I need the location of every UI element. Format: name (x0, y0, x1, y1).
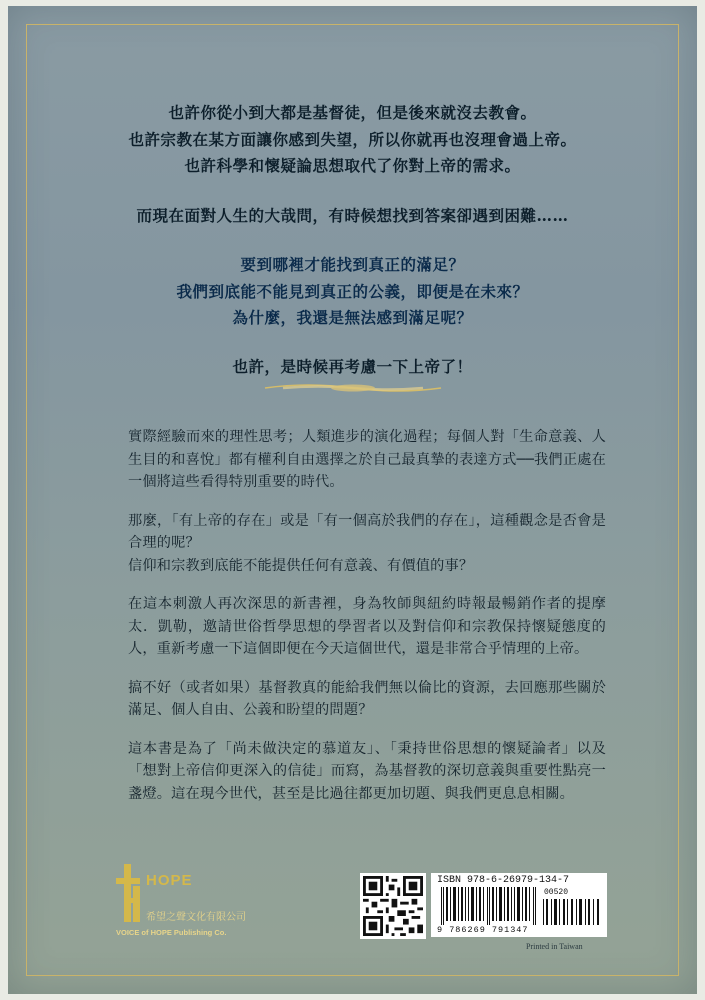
back-cover (8, 6, 697, 994)
intro-line-2: 也許宗教在某方面讓你感到失望，所以你就再也沒理會過上帝。 (128, 129, 577, 149)
barcode-number: 9 786269 791347 (437, 925, 529, 935)
intro-line-3: 也許科學和懷疑論思想取代了你對上帝的需求。 (184, 156, 521, 175)
cross-h-logo-icon (116, 864, 142, 924)
price-code: 00520 (544, 888, 569, 897)
question-3: 為什麼，我還是無法感到滿足呢？ (232, 308, 473, 327)
publisher-logo (116, 864, 286, 944)
publisher-logo-word: HOPE (146, 872, 193, 889)
gold-divider-ornament (263, 378, 443, 398)
isbn-barcode (431, 873, 607, 937)
paragraph-2a: 那麼，「有上帝的存在」或是「有一個高於我們的存在」，這種觀念是否會是合理的呢？ (128, 512, 606, 551)
intro-line-1: 也許你從小到大都是基督徒，但是後來就沒去教會。 (168, 103, 537, 122)
intro-line-4: 而現在面對人生的大哉問，有時候想找到答案卻遇到困難…… (136, 205, 569, 225)
paragraph-5: 這本書是為了「尚未做決定的慕道友」、「秉持世俗思想的懷疑論者」以及「想對上帝信仰更深入的信徒」而寫，為基督教的深切意義與重要性點亮一盞燈。這在現今世代，甚至是比過往都更加切題、與我們更息息相關。 (128, 740, 606, 802)
barcode-bars-addon (543, 899, 601, 925)
paragraph-2b: 信仰和宗教到底能不能提供任何有意義、有價值的事？ (128, 557, 474, 574)
question-1: 要到哪裡才能找到真正的滿足？ (240, 255, 465, 274)
question-2: 我們到底能不能見到真正的公義，即便是在未來？ (176, 281, 529, 301)
description-body (128, 426, 606, 821)
closing-line: 也許，是時候再考慮一下上帝了！ (232, 356, 473, 376)
publisher-name-cn: 希望之聲文化有限公司 (146, 912, 246, 923)
paragraph-1: 實際經驗而來的理性思考；人類進步的演化過程；每個人對「生命意義、人生目的和喜悅」都有權利自由選擇之於自己最真摯的表達方式──我們正處在一個將這些看得特別重要的時代。 (128, 429, 606, 490)
paragraph-3: 在這本刺激人再次深思的新書裡，身為牧師與紐約時報最暢銷作者的提摩太．凱勒，邀請世俗哲學思想的學習者以及對信仰和宗教保持懷疑態度的人，重新考慮一下這個即便在今天這個世代，還是非常合乎情理的上帝。 (128, 596, 606, 657)
printed-in-label: Printed in Taiwan (526, 942, 583, 951)
intro-section (28, 100, 677, 380)
isbn-label: ISBN 978-6-26979-134-7 (437, 875, 570, 886)
qr-code (360, 873, 426, 939)
barcode-bars-main (441, 887, 537, 925)
qr-code-icon (363, 876, 423, 936)
publisher-name-en: VOICE of HOPE Publishing Co. (116, 928, 227, 937)
paragraph-4: 搞不好（或者如果）基督教真的能給我們無以倫比的資源，去回應那些關於滿足、個人自由、公義和盼望的問題？ (128, 679, 606, 718)
